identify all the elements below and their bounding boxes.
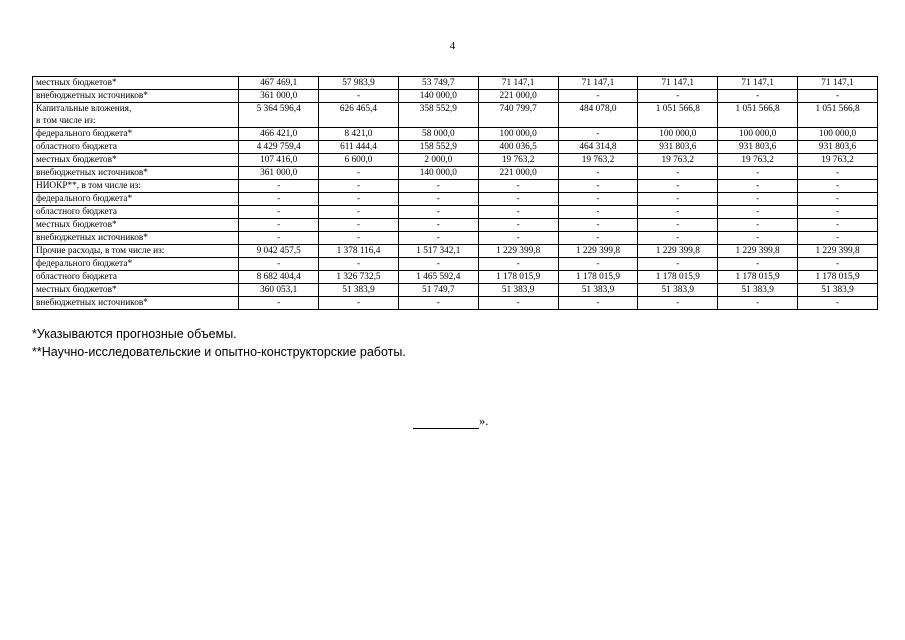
table-cell: - <box>638 206 718 219</box>
table-cell: 158 552,9 <box>398 141 478 154</box>
table-cell: 71 147,1 <box>718 77 798 90</box>
budget-table <box>32 76 878 310</box>
row-label: местных бюджетов* <box>33 284 239 297</box>
footnote-niokr: **Научно-исследовательские и опытно-конструкторские работы. <box>32 345 406 359</box>
row-label: Прочие расходы, в том числе из: <box>33 245 239 258</box>
table-cell: 19 763,2 <box>478 154 558 167</box>
table-row <box>33 103 878 128</box>
footnotes <box>32 325 406 361</box>
table-cell: 221 000,0 <box>478 90 558 103</box>
table-cell: 1 051 566,8 <box>718 103 798 128</box>
table-cell: - <box>478 258 558 271</box>
row-label: федерального бюджета* <box>33 193 239 206</box>
table-cell: 1 178 015,9 <box>798 271 878 284</box>
row-label: областного бюджета <box>33 271 239 284</box>
row-label: НИОКР**, в том числе из: <box>33 180 239 193</box>
closing-quote: ». <box>479 414 489 428</box>
table-row <box>33 284 878 297</box>
table-row <box>33 141 878 154</box>
table-cell: - <box>638 180 718 193</box>
table-cell: 1 229 399,8 <box>718 245 798 258</box>
table-cell: - <box>478 180 558 193</box>
table-cell: 1 229 399,8 <box>558 245 638 258</box>
table-cell: - <box>638 258 718 271</box>
table-cell: - <box>798 180 878 193</box>
table-cell: - <box>239 180 319 193</box>
table-cell: 8 421,0 <box>319 128 399 141</box>
table-cell: 1 178 015,9 <box>638 271 718 284</box>
table-cell: - <box>798 232 878 245</box>
row-label: внебюджетных источников* <box>33 232 239 245</box>
table-cell: - <box>798 206 878 219</box>
table-cell: - <box>478 219 558 232</box>
table-cell: - <box>398 297 478 310</box>
table-cell: - <box>798 90 878 103</box>
table-cell: 361 000,0 <box>239 167 319 180</box>
table-cell: 71 147,1 <box>798 77 878 90</box>
table-row <box>33 180 878 193</box>
table-cell: - <box>478 193 558 206</box>
table-cell: - <box>718 232 798 245</box>
table-cell: - <box>319 258 399 271</box>
table-cell: 626 465,4 <box>319 103 399 128</box>
table-cell: - <box>798 167 878 180</box>
table-cell: 140 000,0 <box>398 167 478 180</box>
page-number: 4 <box>449 40 456 52</box>
table-cell: - <box>718 219 798 232</box>
table-cell: - <box>718 297 798 310</box>
table-cell: - <box>798 219 878 232</box>
table-cell: 1 326 732,5 <box>319 271 399 284</box>
table-cell: 100 000,0 <box>638 128 718 141</box>
table-cell: - <box>398 180 478 193</box>
table-cell: - <box>558 297 638 310</box>
table-cell: - <box>558 90 638 103</box>
table-cell: - <box>398 232 478 245</box>
table-row <box>33 128 878 141</box>
table-cell: 931 803,6 <box>638 141 718 154</box>
table-cell: 19 763,2 <box>718 154 798 167</box>
table-cell: - <box>239 258 319 271</box>
table-body <box>33 77 878 310</box>
table-cell: - <box>558 128 638 141</box>
table-cell: 5 364 596,4 <box>239 103 319 128</box>
table-cell: 100 000,0 <box>798 128 878 141</box>
table-cell: - <box>319 193 399 206</box>
table-cell: 1 178 015,9 <box>478 271 558 284</box>
table-cell: 358 552,9 <box>398 103 478 128</box>
table-cell: 19 763,2 <box>558 154 638 167</box>
table-cell: 100 000,0 <box>478 128 558 141</box>
table-cell: - <box>319 206 399 219</box>
row-label: внебюджетных источников* <box>33 167 239 180</box>
table-row <box>33 154 878 167</box>
table-cell: 464 314,8 <box>558 141 638 154</box>
table-cell: - <box>478 297 558 310</box>
row-label: местных бюджетов* <box>33 219 239 232</box>
table-cell: - <box>319 297 399 310</box>
table-cell: 19 763,2 <box>638 154 718 167</box>
table-cell: 4 429 759,4 <box>239 141 319 154</box>
table-cell: - <box>558 206 638 219</box>
table-cell: - <box>558 167 638 180</box>
table-cell: 140 000,0 <box>398 90 478 103</box>
table-cell: 400 036,5 <box>478 141 558 154</box>
row-label: федерального бюджета* <box>33 258 239 271</box>
row-label: областного бюджета <box>33 206 239 219</box>
table-cell: 1 465 592,4 <box>398 271 478 284</box>
table-cell: 1 178 015,9 <box>558 271 638 284</box>
table-cell: 1 517 342,1 <box>398 245 478 258</box>
row-label: внебюджетных источников* <box>33 297 239 310</box>
row-label: внебюджетных источников* <box>33 90 239 103</box>
table-cell: 2 000,0 <box>398 154 478 167</box>
table-cell: - <box>239 232 319 245</box>
table-cell: 71 147,1 <box>558 77 638 90</box>
table-cell: 1 378 116,4 <box>319 245 399 258</box>
table-cell: 51 383,9 <box>319 284 399 297</box>
table-cell: 740 799,7 <box>478 103 558 128</box>
table-cell: 221 000,0 <box>478 167 558 180</box>
table-row <box>33 232 878 245</box>
table-cell: 361 000,0 <box>239 90 319 103</box>
table-row <box>33 206 878 219</box>
table-cell: - <box>718 193 798 206</box>
table-cell: - <box>718 180 798 193</box>
table-cell: 51 383,9 <box>478 284 558 297</box>
table-cell: 611 444,4 <box>319 141 399 154</box>
table-cell: 19 763,2 <box>798 154 878 167</box>
table-cell: - <box>319 167 399 180</box>
table-cell: - <box>478 232 558 245</box>
table-cell: - <box>239 193 319 206</box>
table-cell: 71 147,1 <box>638 77 718 90</box>
table-cell: 1 229 399,8 <box>798 245 878 258</box>
table-cell: - <box>319 232 399 245</box>
table-cell: 51 383,9 <box>718 284 798 297</box>
table-cell: - <box>638 167 718 180</box>
table-cell: - <box>398 219 478 232</box>
table-cell: - <box>239 297 319 310</box>
table-row <box>33 90 878 103</box>
table-row <box>33 271 878 284</box>
table-cell: 57 983,9 <box>319 77 399 90</box>
table-cell: - <box>798 193 878 206</box>
table-cell: - <box>638 193 718 206</box>
row-label: Капитальные вложения, в том числе из: <box>33 103 239 128</box>
table-cell: - <box>319 219 399 232</box>
table-cell: 1 051 566,8 <box>638 103 718 128</box>
table-cell: - <box>798 258 878 271</box>
table-cell: - <box>319 90 399 103</box>
table-cell: - <box>718 258 798 271</box>
row-label: местных бюджетов* <box>33 77 239 90</box>
table-row <box>33 167 878 180</box>
table-cell: - <box>398 193 478 206</box>
table-cell: 466 421,0 <box>239 128 319 141</box>
table-cell: - <box>558 180 638 193</box>
table-cell: 1 229 399,8 <box>638 245 718 258</box>
table-row <box>33 219 878 232</box>
table-row <box>33 245 878 258</box>
table-row <box>33 297 878 310</box>
table-cell: 51 383,9 <box>638 284 718 297</box>
table-cell: - <box>718 167 798 180</box>
table-cell: - <box>638 219 718 232</box>
table-cell: - <box>319 180 399 193</box>
row-label: местных бюджетов* <box>33 154 239 167</box>
table-cell: - <box>638 90 718 103</box>
table-cell: 1 051 566,8 <box>798 103 878 128</box>
table-cell: - <box>638 232 718 245</box>
table-cell: - <box>638 297 718 310</box>
table-cell: - <box>239 206 319 219</box>
table-cell: 51 749,7 <box>398 284 478 297</box>
table-cell: - <box>558 232 638 245</box>
table-cell: - <box>398 258 478 271</box>
table-cell: 931 803,6 <box>718 141 798 154</box>
table-row <box>33 258 878 271</box>
table-cell: - <box>239 219 319 232</box>
table-cell: 484 078,0 <box>558 103 638 128</box>
table-row <box>33 77 878 90</box>
table-cell: 9 042 457,5 <box>239 245 319 258</box>
table-cell: 51 383,9 <box>798 284 878 297</box>
table-cell: 8 682 404,4 <box>239 271 319 284</box>
row-label: федерального бюджета* <box>33 128 239 141</box>
table-cell: 107 416,0 <box>239 154 319 167</box>
table-cell: 1 229 399,8 <box>478 245 558 258</box>
table-cell: 6 600,0 <box>319 154 399 167</box>
table-cell: - <box>558 219 638 232</box>
table-cell: 1 178 015,9 <box>718 271 798 284</box>
table-cell: 931 803,6 <box>798 141 878 154</box>
table-row <box>33 193 878 206</box>
row-label: областного бюджета <box>33 141 239 154</box>
table-cell: - <box>718 206 798 219</box>
footnote-forecast: *Указываются прогнозные объемы. <box>32 327 237 341</box>
table-cell: - <box>558 258 638 271</box>
table-cell: 58 000,0 <box>398 128 478 141</box>
signature-line <box>413 416 479 429</box>
table-cell: - <box>718 90 798 103</box>
table-cell: 53 749,7 <box>398 77 478 90</box>
table-cell: 360 053,1 <box>239 284 319 297</box>
table-cell: - <box>798 297 878 310</box>
table-cell: 51 383,9 <box>558 284 638 297</box>
table-cell: - <box>558 193 638 206</box>
table-cell: - <box>478 206 558 219</box>
closing-signature <box>413 414 488 429</box>
table-cell: 467 469,1 <box>239 77 319 90</box>
table-cell: - <box>398 206 478 219</box>
table-cell: 100 000,0 <box>718 128 798 141</box>
table-cell: 71 147,1 <box>478 77 558 90</box>
